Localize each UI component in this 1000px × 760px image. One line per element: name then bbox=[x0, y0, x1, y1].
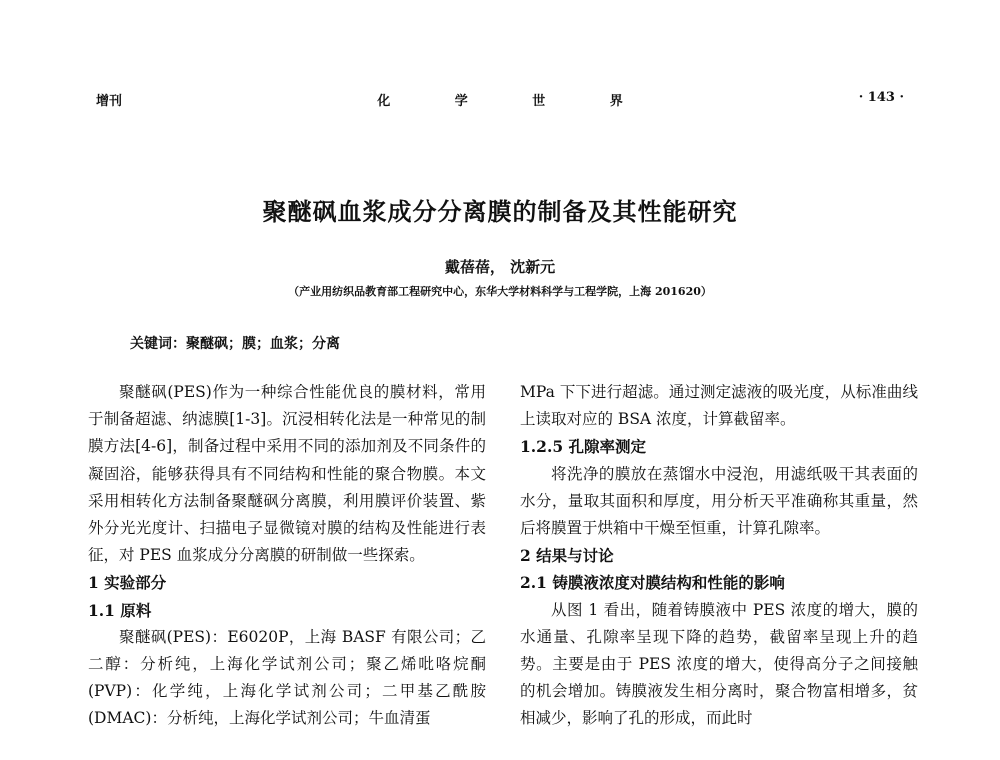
subsection-heading-materials: 1.1 原料 bbox=[88, 600, 152, 620]
header-journal-name: 化 学 世 界 bbox=[377, 94, 653, 109]
paper-keywords: 关键词：聚醚砜；膜；血浆；分离 bbox=[130, 336, 340, 352]
section-heading-experimental: 1 实验部分 bbox=[88, 573, 167, 593]
left-column bbox=[88, 379, 486, 733]
ultrafiltration-paragraph: MPa 下下进行超滤。通过测定滤液的吸光度，从标准曲线上读取对应的 BSA 浓度，计算截留率。 bbox=[520, 383, 918, 429]
porosity-paragraph: 将洗净的膜放在蒸馏水中浸泡，用滤纸吸干其表面的水分，量取其面积和厚度，用分析天平准确称其重量，然后将膜置于烘箱中干燥至恒重，计算孔隙率。 bbox=[520, 464, 918, 538]
header-page-number: · 143 · bbox=[858, 90, 904, 105]
paper-authors: 戴蓓蓓， 沈新元 bbox=[444, 258, 556, 276]
subsection-heading-concentration: 2.1 铸膜液浓度对膜结构和性能的影响 bbox=[520, 573, 785, 593]
paper-title: 聚醚砜血浆成分分离膜的制备及其性能研究 bbox=[262, 197, 738, 226]
right-column bbox=[520, 379, 918, 733]
subsection-heading-porosity: 1.2.5 孔隙率测定 bbox=[520, 437, 647, 457]
header-supplement-label: 增刊 bbox=[96, 94, 123, 109]
concentration-paragraph: 从图 1 看出，随着铸膜液中 PES 浓度的增大，膜的水通量、孔隙率呈现下降的趋势，截留率呈现上升的趋势。主要是由于 PES 浓度的增大，使得高分子之间接触的机会增加。铸膜液发生相分离时，聚合物富相增多，贫相减少，影响了孔的形成，而此时 bbox=[520, 600, 918, 728]
page-header bbox=[96, 90, 904, 114]
intro-paragraph: 聚醚砜(PES)作为一种综合性能优良的膜材料，常用于制备超滤、纳滤膜[1-3]。沉浸相转化法是一种常见的制膜方法[4-6]，制备过程中采用不同的添加剂及不同条件的凝固浴，能够获得具有不同结构和性能的聚合物膜。本文采用相转化方法制备聚醚砜分离膜，利用膜评价装置、紫外分光光度计、扫描电子显微镜对膜的结构及性能进行表征，对 PES 血浆成分分离膜的研制做一些探索。 bbox=[88, 383, 486, 565]
paper-affiliation: （产业用纺织品教育部工程研究中心，东华大学材料科学与工程学院，上海 201620） bbox=[288, 285, 712, 298]
section-heading-results: 2 结果与讨论 bbox=[520, 546, 614, 566]
materials-paragraph: 聚醚砜(PES)：E6020P，上海 BASF 有限公司；乙二醇：分析纯，上海化学试剂公司；聚乙烯吡咯烷酮(PVP)：化学纯，上海化学试剂公司；二甲基乙酰胺(DMAC)：分析纯，上海化学试剂公司；牛血清蛋 bbox=[88, 627, 486, 728]
